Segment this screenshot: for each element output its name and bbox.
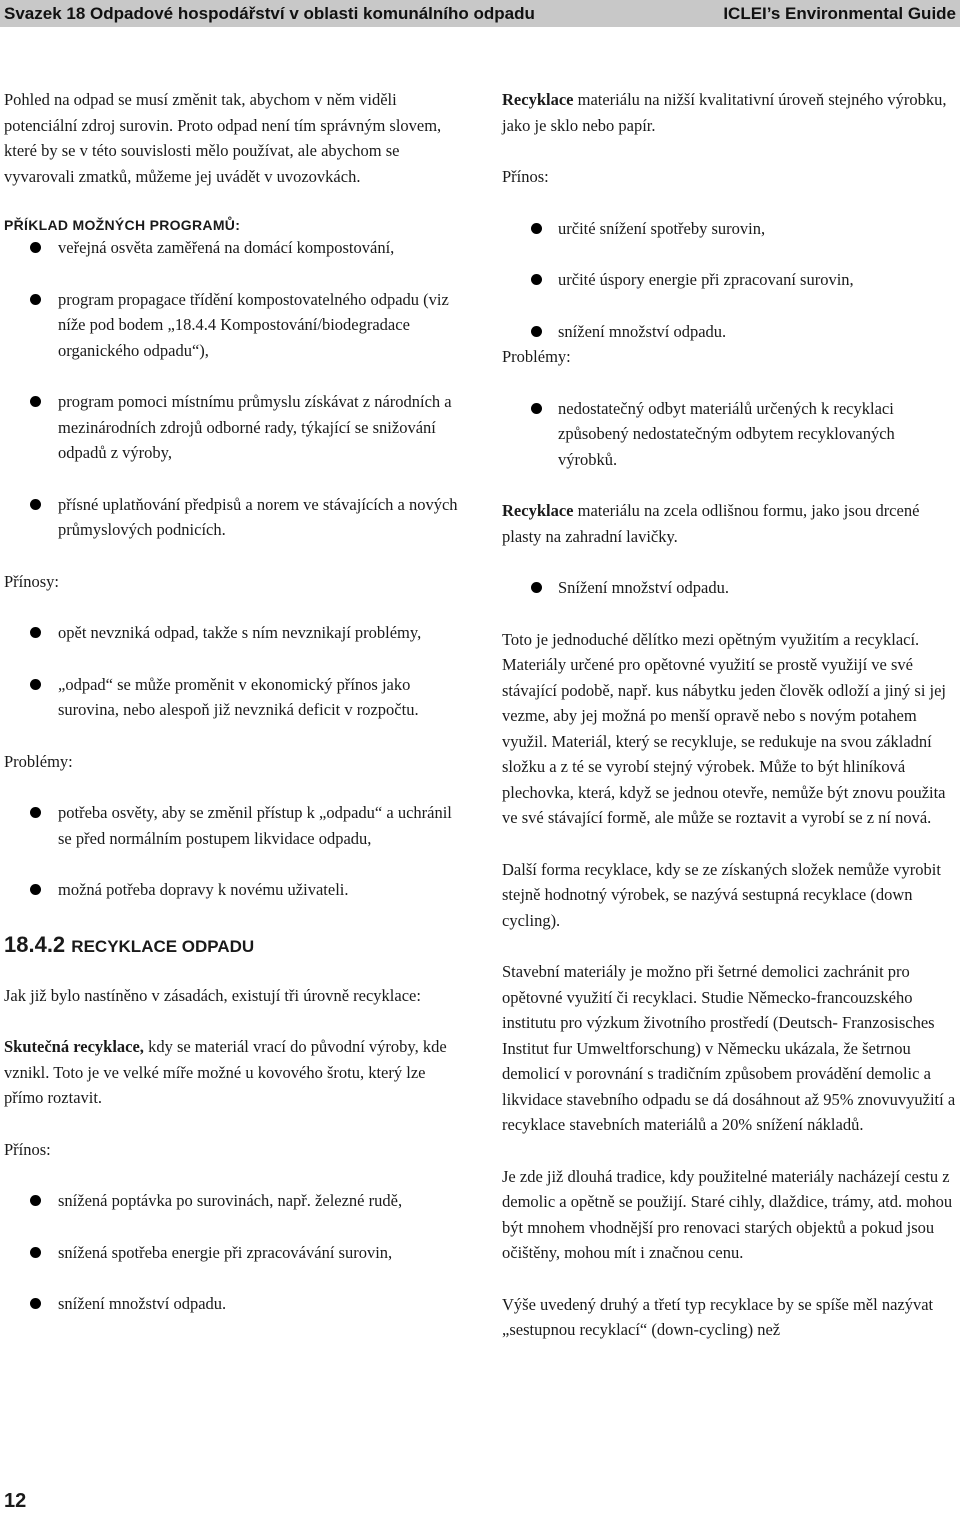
- real-benefit-label: Přínos:: [4, 1139, 51, 1159]
- bullet-icon: [531, 582, 542, 593]
- bullet-icon: [30, 1247, 41, 1258]
- lower-recycling-paragraph: Recyklace materiálu na nižší kvalitativní úroveň stejného výrobku, jako je sklo nebo papír.: [502, 90, 947, 135]
- section-title: RECYKLACE ODPADU: [71, 936, 255, 956]
- different-form-term: Recyklace: [502, 501, 574, 520]
- paragraph-reuse: Toto je jednoduché dělítko mezi opětným využitím a recyklací. Materiály určené pro opětovné využití se prostě využijí ve své stávající podobě, např. kus nábytku jeden člověk odloží a jiný si jej vezme, aby jej možná po menší opravě nebo s novým potahem využil. Materiál, který se recykluje, se redukuje na svou základní složku a z té se vyrobí stejný výrobek. Může to být hliníková plechovka, která, když se jednou otevře, nemůže být znovu použita ve své stávající formě, ale může se roztavit a vyrobí se z ní nová.: [502, 629, 947, 827]
- header-left: Svazek 18 Odpadové hospodářství v oblasti komunálního odpadu: [4, 4, 535, 23]
- list-item: přísné uplatňování předpisů a norem ve stávajících a nových průmyslových podnicích.: [4, 492, 464, 543]
- bullet-icon: [531, 274, 542, 285]
- page-number: 12: [4, 1490, 27, 1512]
- paragraph-downcycling: Další forma recyklace, kdy se ze získaných složek nemůže vyrobit stejně hodnotný výrobek, se nazývá sestupná recyklace (down cycling).: [502, 859, 941, 930]
- intro-paragraph: Pohled na odpad se musí změnit tak, abychom v něm viděli potenciální zdroj surovin. Proto odpad není tím správným slovem, které by se v této souvislosti mělo používat, ale abychom se vyvarovali zmatků, můžeme jej uvádět v uvozovkách.: [4, 90, 442, 186]
- benefits-list: [4, 620, 464, 723]
- bullet-icon: [30, 884, 41, 895]
- bullet-icon: [30, 242, 41, 253]
- list-item: opět nevzniká odpad, takže s ním nevznikají problémy,: [4, 620, 464, 646]
- right-column: [502, 87, 956, 1369]
- list-item: možná potřeba dopravy k novému uživateli.: [4, 877, 464, 903]
- programs-list: [4, 235, 464, 543]
- bullet-icon: [531, 403, 542, 414]
- list-item: program pomoci místnímu průmyslu získávat z národních a mezinárodních zdrojů odborné rady, týkající se snižování odpadů z výroby,: [4, 389, 464, 466]
- benefits-label: Přínosy:: [4, 571, 60, 591]
- list-item: program propagace třídění kompostovatelného odpadu (viz níže pod bodem „18.4.4 Kompostování/biodegradace organického odpadu“),: [4, 287, 464, 364]
- lower-recycling-term: Recyklace: [502, 90, 574, 109]
- programs-heading: PŘÍKLAD MOŽNÝCH PROGRAMŮ:: [4, 217, 241, 233]
- bullet-icon: [30, 807, 41, 818]
- bullet-icon: [30, 627, 41, 638]
- list-item: Snížení množství odpadu.: [502, 575, 956, 601]
- bullet-icon: [30, 1195, 41, 1206]
- bullet-icon: [30, 1298, 41, 1309]
- different-form-paragraph: Recyklace materiálu na zcela odlišnou formu, jako jsou drcené plasty na zahradní lavičky.: [502, 501, 920, 546]
- lower-benefit-label: Přínos:: [502, 167, 549, 186]
- bullet-icon: [30, 499, 41, 510]
- problems-list: [4, 800, 464, 903]
- list-item: „odpad“ se může proměnit v ekonomický přínos jako surovina, nebo alespoň již nevzniká deficit v rozpočtu.: [4, 672, 464, 723]
- list-item: snížení množství odpadu.: [502, 319, 956, 345]
- list-item: snížení množství odpadu.: [4, 1291, 464, 1317]
- bullet-icon: [531, 223, 542, 234]
- bullet-icon: [30, 396, 41, 407]
- section-heading: [4, 931, 464, 961]
- lower-benefits-list: [502, 216, 956, 345]
- list-item: určité úspory energie při zpracovaní surovin,: [502, 267, 956, 293]
- real-recycling-term: Skutečná recyklace,: [4, 1037, 144, 1056]
- section-number: 18.4.2: [4, 931, 66, 957]
- paragraph-construction: Stavební materiály je možno při šetrné demolici zachránit pro opětovné využití či recyklaci. Studie Německo-francouzského institutu pro výzkum životního prostředí (Deutsch- Franzosisches Institut fur Umweltforschung) v Německu ukázala, že šetrnou demolicí v porovnání s tradičním způsobem provádění demolic a likvidace stavebního odpadu se dá dosáhnout až 95% znovuvyužití a recyklace stavebních materiálů a 20% snížení nákladů.: [502, 962, 956, 1134]
- section-intro: Jak již bylo nastíněno v zásadách, existují tři úrovně recyklace:: [4, 985, 421, 1005]
- problems-label: Problémy:: [4, 751, 73, 771]
- running-header: [0, 0, 960, 27]
- list-item: snížená spotřeba energie při zpracovávání surovin,: [4, 1240, 464, 1266]
- left-column: [4, 87, 464, 1343]
- bullet-icon: [30, 294, 41, 305]
- list-item: nedostatečný odbyt materiálů určených k recyklaci způsobený nedostatečným odbytem recyklovaných výrobků.: [502, 396, 956, 473]
- header-right: ICLEI’s Environmental Guide: [723, 4, 956, 23]
- paragraph-tradition: Je zde již dlouhá tradice, kdy použitelné materiály nacházejí cestu z demolic a opětně se použijí. Staré cihly, dlaždice, trámy, atd. mohou být mnohem vhodnější pro renovaci starých objektů a pokud jsou očištěny, mohou mít i značnou cenu.: [502, 1166, 953, 1262]
- lower-problems-label: Problémy:: [502, 347, 571, 366]
- bullet-icon: [531, 326, 542, 337]
- bullet-icon: [30, 679, 41, 690]
- real-recycling-paragraph: Skutečná recyklace, kdy se materiál vrací do původní výroby, kde vznikl. Toto je ve velké míře možné u kovového šrotu, který lze přímo roztavit.: [4, 1037, 447, 1107]
- list-item: určité snížení spotřeby surovin,: [502, 216, 956, 242]
- lower-problems-list: [502, 396, 956, 473]
- real-benefits-list: [4, 1188, 464, 1317]
- different-form-benefits: [502, 575, 956, 601]
- list-item: veřejná osvěta zaměřená na domácí kompostování,: [4, 235, 464, 261]
- paragraph-conclusion: Výše uvedený druhý a třetí typ recyklace by se spíše měl nazývat „sestupnou recyklací“ (down-cycling) než: [502, 1294, 934, 1339]
- list-item: snížená poptávka po surovinách, např. železné rudě,: [4, 1188, 464, 1214]
- list-item: potřeba osvěty, aby se změnil přístup k „odpadu“ a uchránil se před normálním postupem likvidace odpadu,: [4, 800, 464, 851]
